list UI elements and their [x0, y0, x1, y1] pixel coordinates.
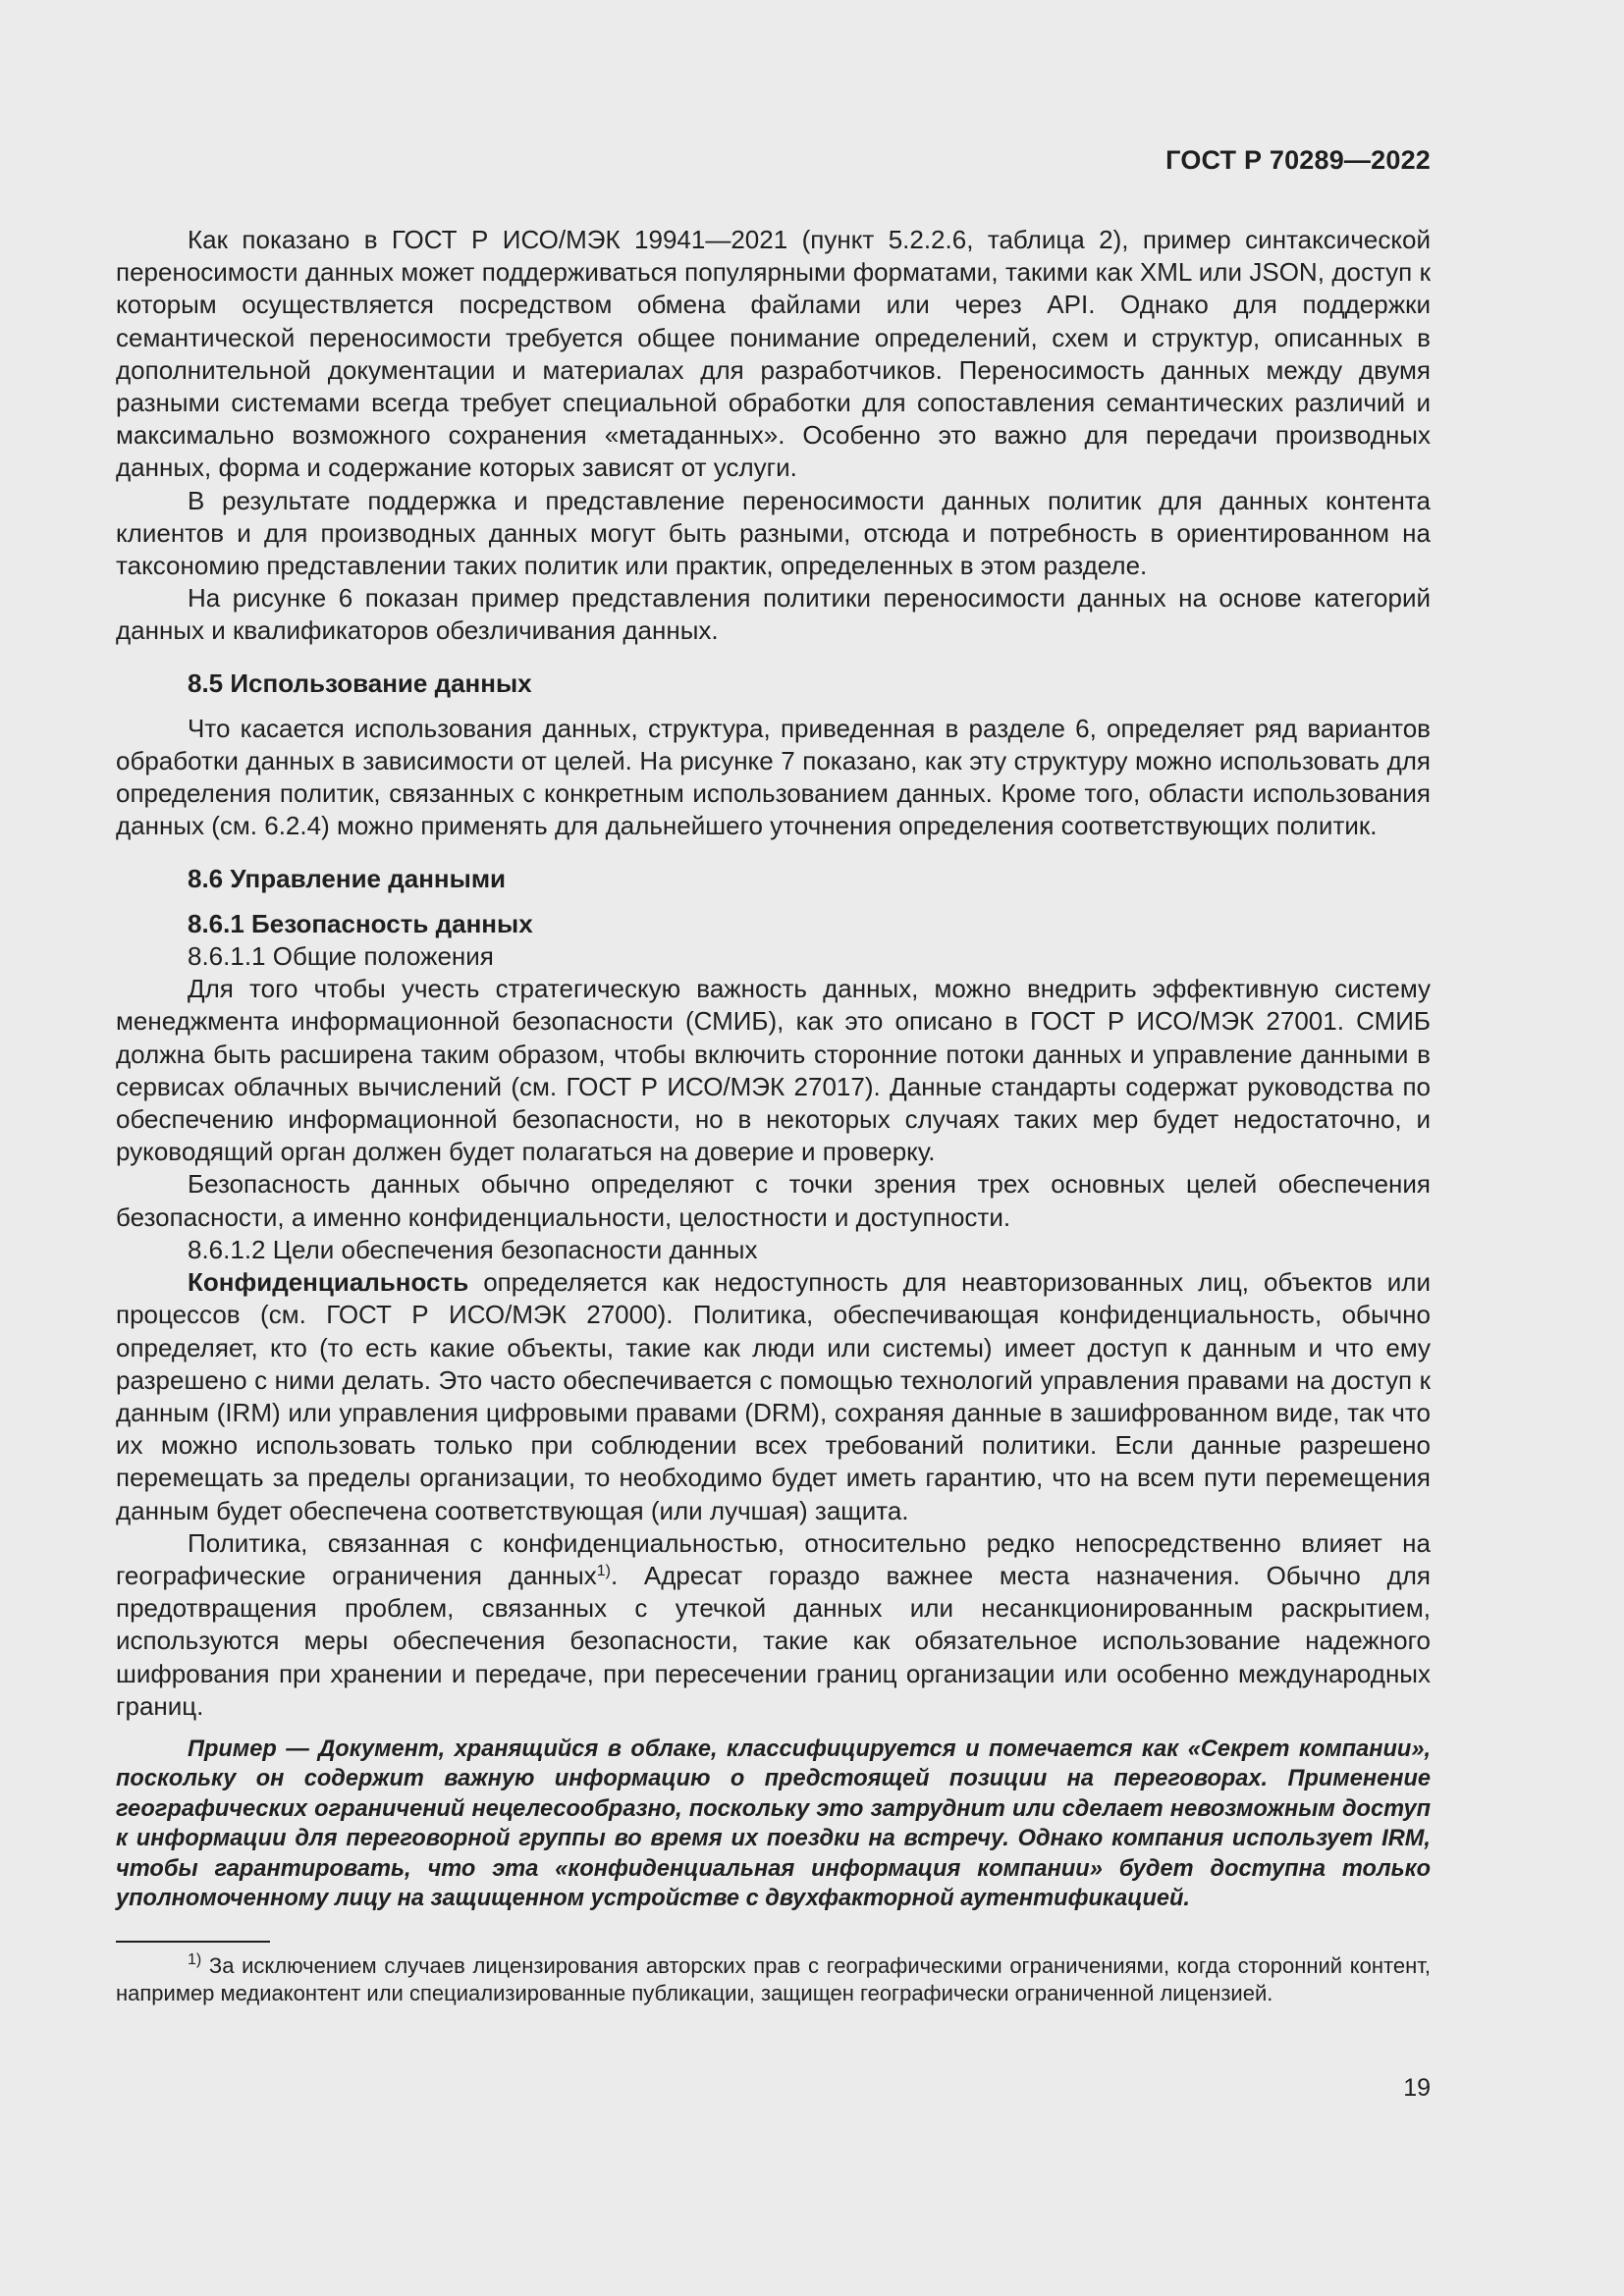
paragraph-figure-6-reference: На рисунке 6 показан пример представления политики переносимости данных на основе категорий данных и квалификаторов обезличивания данных.: [116, 583, 1431, 646]
section-heading-8-6-1: 8.6.1 Безопасность данных: [188, 908, 533, 938]
paragraph-security-goals: Безопасность данных обычно определяют с точки зрения трех основных целей обеспечения безопасности, а именно конфиденциальности, целостности и доступности.: [116, 1169, 1431, 1232]
section-heading-8-6-1-2: 8.6.1.2 Цели обеспечения безопасности данных: [188, 1234, 758, 1264]
paragraph-isms: Для того чтобы учесть стратегическую важность данных, можно внедрить эффективную систему менеджмента информационной безопасности (СМИБ), как это описано в ГОСТ Р ИСО/МЭК 27001. СМИБ должна быть расширена таким образом, чтобы включить сторонние потоки данных и управление данными в сервисах облачных вычислений (см. ГОСТ Р ИСО/МЭК 27017). Данные стандарты содержат руководства по обеспечению информационной безопасности, но в некоторых случаях таких мер будет недостаточно, и руководящий орган должен будет полагаться на доверие и проверку.: [116, 974, 1431, 1167]
document-id-header: ГОСТ Р 70289—2022: [1165, 145, 1431, 175]
footnote-ref[interactable]: 1): [596, 1562, 611, 1579]
document-body: [116, 224, 1431, 2006]
paragraph-geo-restrictions: [116, 1527, 1431, 1723]
paragraph-syntactic-portability: Как показано в ГОСТ Р ИСО/МЭК 19941—2021 (пункт 5.2.2.6, таблица 2), пример синтаксической переносимости данных может поддерживаться популярными форматами, такими как XML или JSON, доступ к которым осуществляется посредством обмена файлами или через API. Однако для поддержки семантической переносимости требуется общее понимание определений, схем и структур, описанных в дополнительной документации и материалах для разработчиков. Переносимость данных между двумя разными системами всегда требует специальной обработки для сопоставления семантических различий и максимально возможного сохранения «метаданных». Особенно это важно для передачи производных данных, форма и содержание которых зависят от услуги.: [116, 225, 1431, 483]
paragraph-policy-representation: В результате поддержка и представление переносимости данных политик для данных контента клиентов и для производных данных могут быть разными, отсюда и потребность в ориентированном на таксономию представлении таких политик или практик, определенных в этом разделе.: [116, 485, 1431, 581]
paragraph-data-use: Что касается использования данных, структура, приведенная в разделе 6, определяет ряд вариантов обработки данных в зависимости от целей. На рисунке 7 показано, как эту структуру можно использовать для определения политик, связанных с конкретным использованием данных. Кроме того, области использования данных (см. 6.2.4) можно применять для дальнейшего уточнения определения соответствующих политик.: [116, 713, 1431, 841]
example-note: Пример — Документ, хранящийся в облаке, классифицируется и помечается как «Секрет компании», поскольку он содержит важную информацию о предстоящей позиции на переговорах. Применение географических ограничений нецелесообразно, поскольку это затруднит или сделает невозможным доступ к информации для переговорной группы во время их поездки на встречу. Однако компания использует IRM, чтобы гарантировать, что эта «конфиденциальная информация компании» будет доступна только уполномоченному лицу на защищенном устройстве с двухфакторной аутентификацией.: [116, 1735, 1431, 1911]
section-heading-8-5: 8.5 Использование данных: [188, 667, 532, 698]
footnote-text: За исключением случаев лицензирования авторских прав с географическими ограничениями, когда сторонний контент, например медиаконтент или специализированные публикации, защищен географически ограниченной лицензией.: [116, 1953, 1431, 2005]
footnote-divider: [116, 1941, 270, 1943]
section-heading-8-6: 8.6 Управление данными: [188, 863, 507, 893]
geo-restrictions-text-a: Политика, связанная с конфиденциальностью, относительно редко непосредственно влияет на географические ограничения данных: [116, 1527, 1431, 1590]
footnote-mark: 1): [188, 1951, 202, 1969]
geo-restrictions-text-b: . Адресат гораздо важнее места назначения. Обычно для предотвращения проблем, связанных с утечкой данных или несанкционированным раскрытием, используются меры обеспечения безопасности, такие как обязательное использование надежного шифрования при хранении и передаче, при пересечении границ организации или особенно международных границ.: [116, 1560, 1431, 1721]
footnote: [116, 1952, 1431, 2006]
confidentiality-definition: определяется как недоступность для неавторизованных лиц, объектов или процессов (см. ГОСТ Р ИСО/МЭК 27000). Политика, обеспечивающая конфиденциальность, обычно определяет, кто (то есть какие объекты, такие как люди или системы) имеет доступ к данным и что ему разрешено с ними делать. Это часто обеспечивается с помощью технологий управления правами на доступ к данным (IRM) или управления цифровыми правами (DRM), сохраняя данные в зашифрованном виде, так что их можно использовать только при соблюдении всех требований политики. Если данные разрешено перемещать за пределы организации, то необходимо будет иметь гарантию, что на всем пути перемещения данным будет обеспечена соответствующая (или лучшая) защита.: [116, 1267, 1431, 1525]
page-number: 19: [1403, 2074, 1431, 2102]
section-heading-8-6-1-1: 8.6.1.1 Общие положения: [188, 941, 494, 972]
paragraph-confidentiality: [116, 1266, 1431, 1527]
term-confidentiality: Конфиденциальность: [188, 1267, 469, 1298]
